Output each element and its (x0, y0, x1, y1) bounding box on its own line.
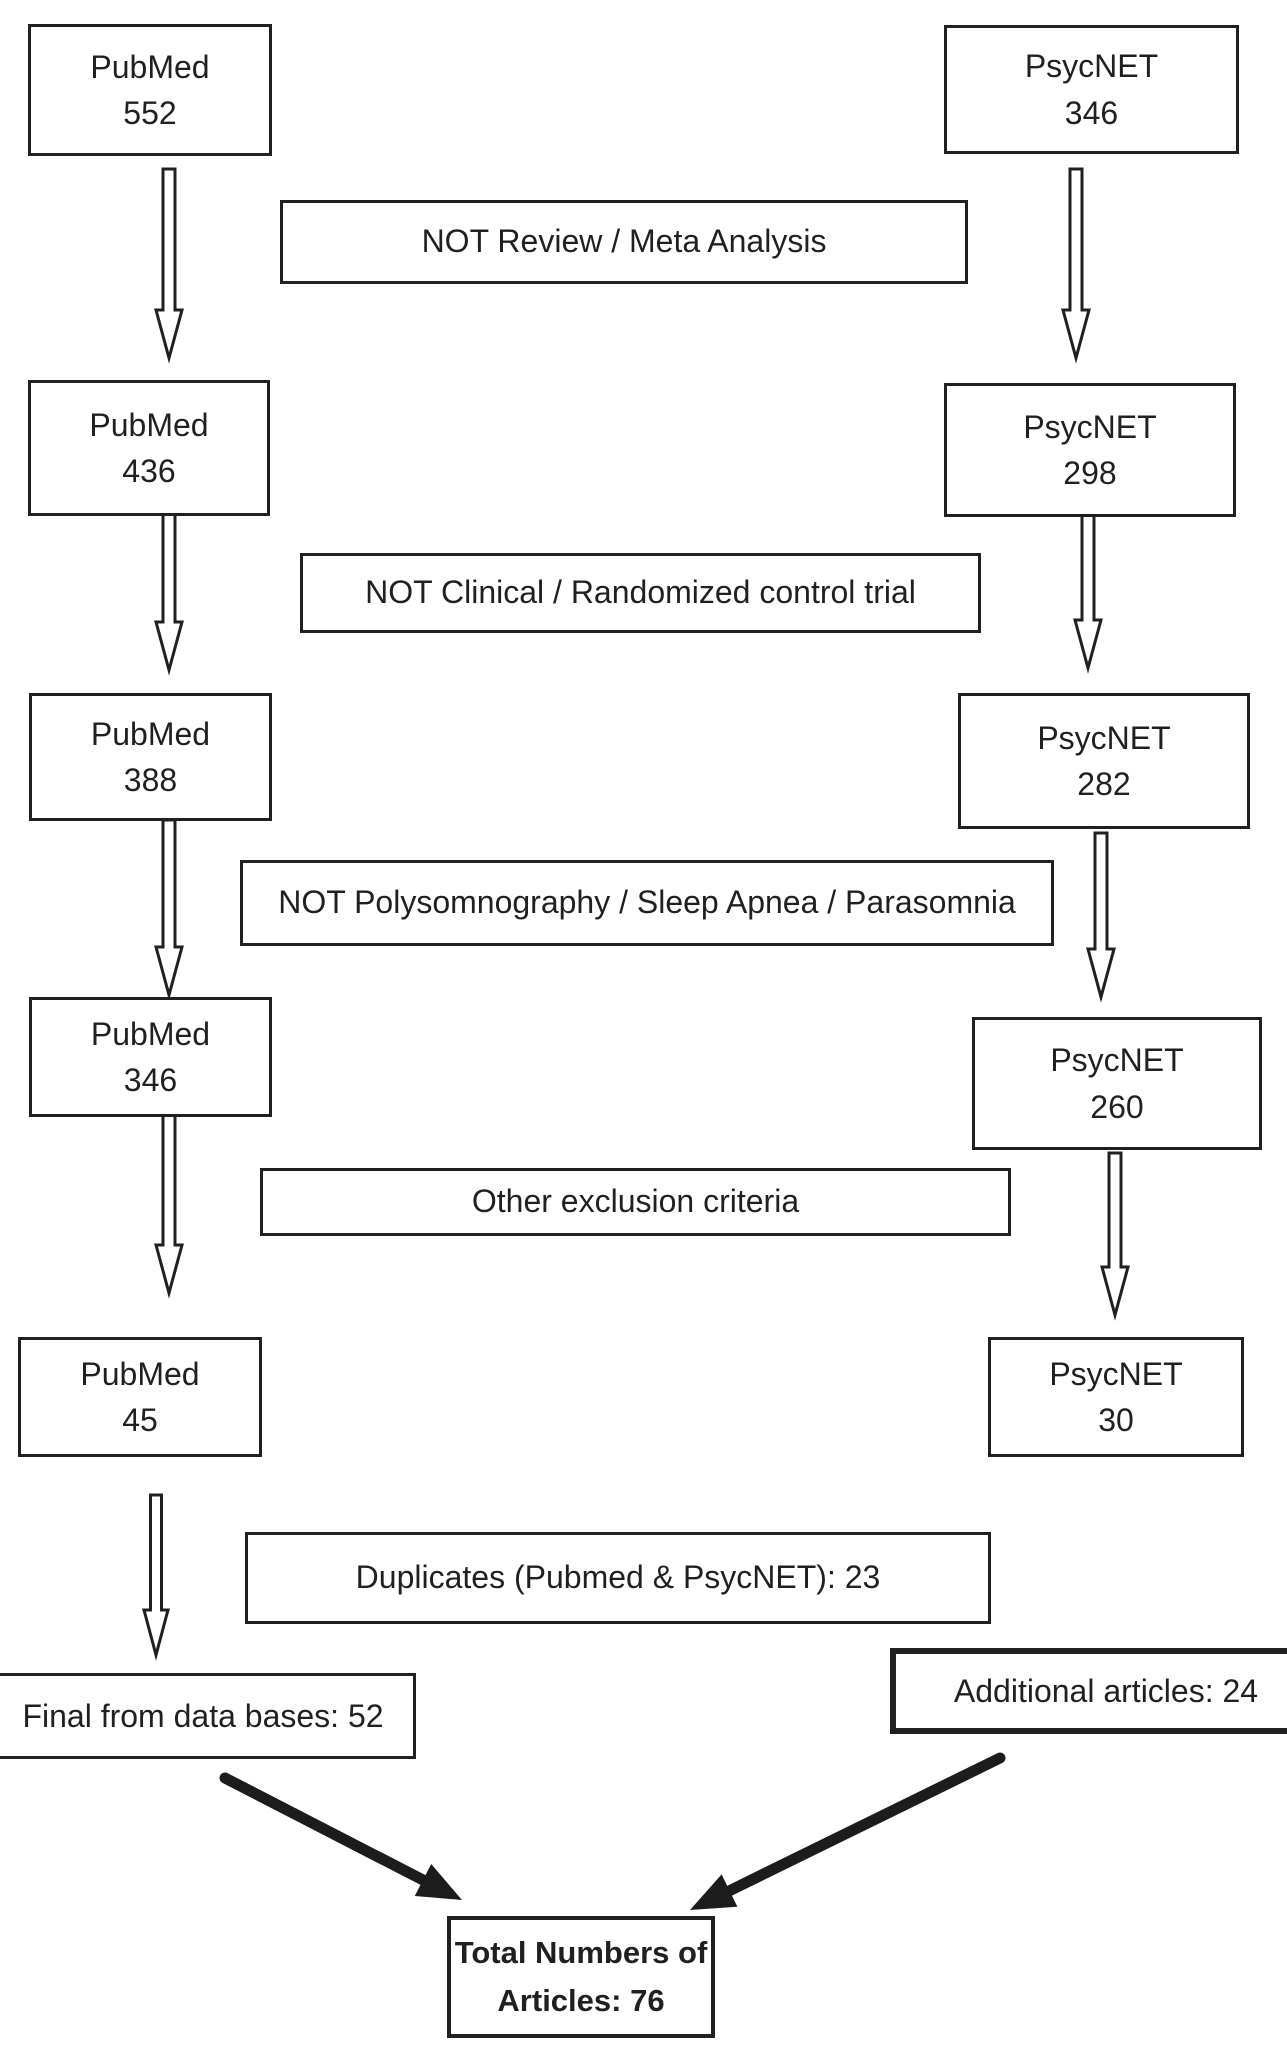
record-count: 388 (123, 762, 178, 798)
merge-arrow-right (690, 1758, 1000, 1910)
exclusion-polysomnography-box (240, 860, 1054, 946)
exclusion-label: Duplicates (Pubmed & PsycNET): 23 (355, 1559, 881, 1596)
database-label: PsycNET (1037, 719, 1171, 756)
psycnet-stage-3-box (958, 693, 1250, 829)
exclusion-review-meta-box (280, 200, 968, 284)
pubmed-stage-1-box (28, 24, 272, 156)
down-arrow-icon (156, 820, 182, 995)
pubmed-stage-2-box (28, 380, 270, 516)
exclusion-label: NOT Clinical / Randomized control trial (365, 574, 916, 611)
database-label: PsycNET (1023, 408, 1157, 445)
merge-arrow-left (225, 1778, 462, 1900)
duplicates-box (245, 1532, 991, 1624)
exclusion-other-criteria-box (260, 1168, 1011, 1236)
pubmed-stage-3-box (29, 693, 272, 821)
down-arrow-icon (156, 512, 182, 670)
database-label: PubMed (90, 1015, 211, 1052)
record-count: 346 (123, 1062, 178, 1098)
record-count: 45 (122, 1402, 158, 1438)
down-arrow-icon (156, 1115, 182, 1293)
record-count: 260 (1090, 1088, 1144, 1125)
record-count: 552 (123, 95, 177, 131)
down-arrow-icon (1102, 1153, 1128, 1315)
pubmed-stage-4-box (29, 997, 272, 1117)
database-label: PubMed (90, 715, 211, 752)
psycnet-stage-2-box (944, 383, 1236, 517)
exclusion-label: Other exclusion criteria (471, 1183, 800, 1220)
database-label: PsycNET (1049, 1355, 1183, 1392)
database-label: PsycNET (1024, 48, 1159, 85)
exclusion-label: NOT Review / Meta Analysis (421, 223, 827, 260)
psycnet-stage-1-box (944, 25, 1239, 154)
database-label: PsycNET (1050, 1042, 1184, 1079)
down-arrow-icon (1075, 512, 1101, 668)
record-count: 282 (1077, 766, 1131, 802)
final-from-databases-box (0, 1673, 416, 1759)
database-label: PubMed (80, 1355, 200, 1392)
down-arrow-icon (144, 1495, 168, 1655)
pubmed-stage-5-box (18, 1337, 262, 1457)
database-label: PubMed (89, 406, 209, 443)
total-articles-line2: Articles: 76 (497, 1983, 665, 2018)
total-articles-box (447, 1916, 715, 2038)
total-articles-line1: Total Numbers of (454, 1934, 708, 1970)
psycnet-stage-5-box (988, 1337, 1244, 1457)
psycnet-stage-4-box (972, 1017, 1262, 1150)
final-from-databases-label: Final from data bases: 52 (22, 1697, 384, 1734)
record-count: 436 (122, 453, 176, 489)
down-arrow-icon (156, 169, 182, 358)
additional-articles-box (890, 1648, 1287, 1734)
database-label: PubMed (90, 48, 210, 85)
record-count: 346 (1064, 94, 1119, 131)
additional-articles-label: Additional articles: 24 (953, 1672, 1259, 1709)
record-count: 30 (1098, 1402, 1134, 1438)
exclusion-clinical-rct-box (300, 553, 981, 633)
record-count: 298 (1063, 455, 1117, 491)
down-arrow-icon (1063, 169, 1089, 358)
exclusion-label: NOT Polysomnography / Sleep Apnea / Parasomnia (278, 884, 1016, 921)
down-arrow-icon (1088, 833, 1114, 997)
